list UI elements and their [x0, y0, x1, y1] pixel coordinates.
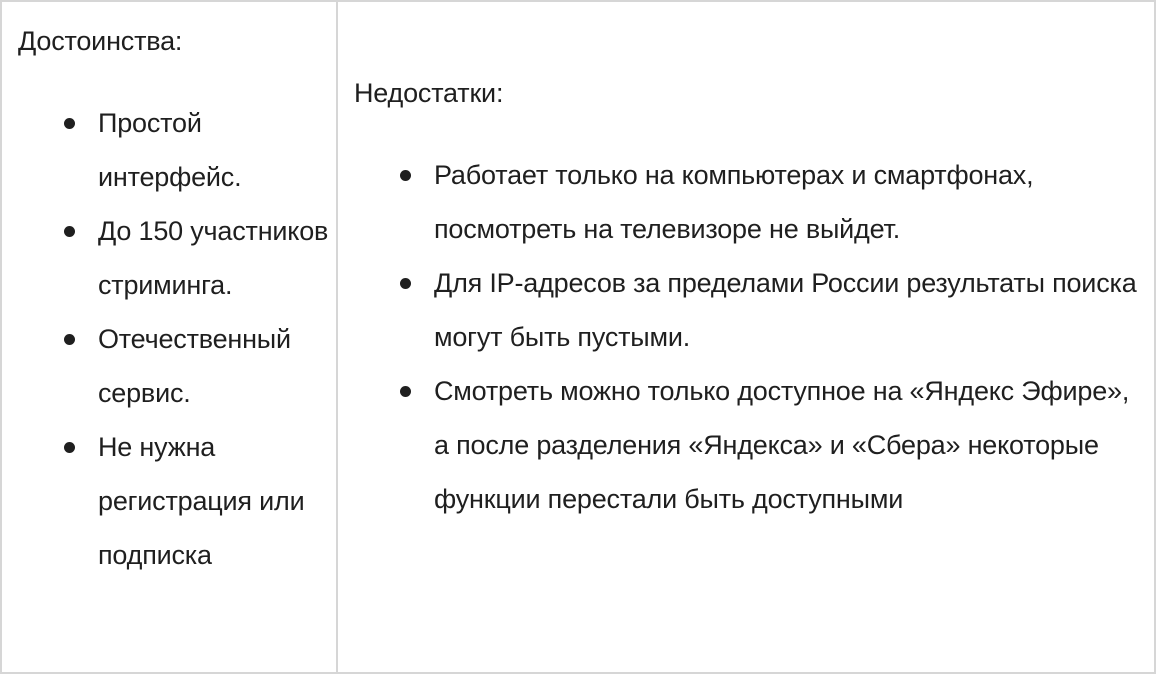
bullet-icon — [400, 386, 411, 397]
bullet-icon — [64, 442, 75, 453]
pros-item-text: Простой интерфейс. — [98, 108, 242, 192]
pros-item-text: Не нужна регистрация или подписка — [98, 432, 305, 570]
cons-heading: Недостатки: — [354, 78, 504, 108]
pros-list — [18, 96, 334, 582]
cons-cell — [338, 2, 1154, 672]
pros-list-item — [98, 204, 334, 312]
cons-list-item — [434, 256, 1144, 364]
pros-cell — [2, 2, 338, 672]
cons-item-text: Работает только на компьютерах и смартфонах, посмотреть на телевизоре не выйдет. — [434, 160, 1034, 244]
bullet-icon — [400, 278, 411, 289]
pros-item-text: Отечественный сервис. — [98, 324, 291, 408]
bullet-icon — [64, 226, 75, 237]
pros-list-item — [98, 420, 334, 582]
cons-list — [354, 148, 1144, 526]
bullet-icon — [400, 170, 411, 181]
cons-item-text: Смотреть можно только доступное на «Яндекс Эфире», а после разделения «Яндекса» и «Сбера» некоторые функции перестали быть доступными — [434, 376, 1130, 514]
cons-list-item — [434, 148, 1144, 256]
pros-list-item — [98, 96, 334, 204]
pros-list-item — [98, 312, 334, 420]
cons-content — [354, 66, 1154, 526]
bullet-icon — [64, 118, 75, 129]
pros-item-text: До 150 участников стриминга. — [98, 216, 329, 300]
bullet-icon — [64, 334, 75, 345]
pros-heading: Достоинства: — [18, 26, 183, 56]
cons-item-text: Для IP-адресов за пределами России результаты поиска могут быть пустыми. — [434, 268, 1137, 352]
cons-list-item — [434, 364, 1144, 526]
